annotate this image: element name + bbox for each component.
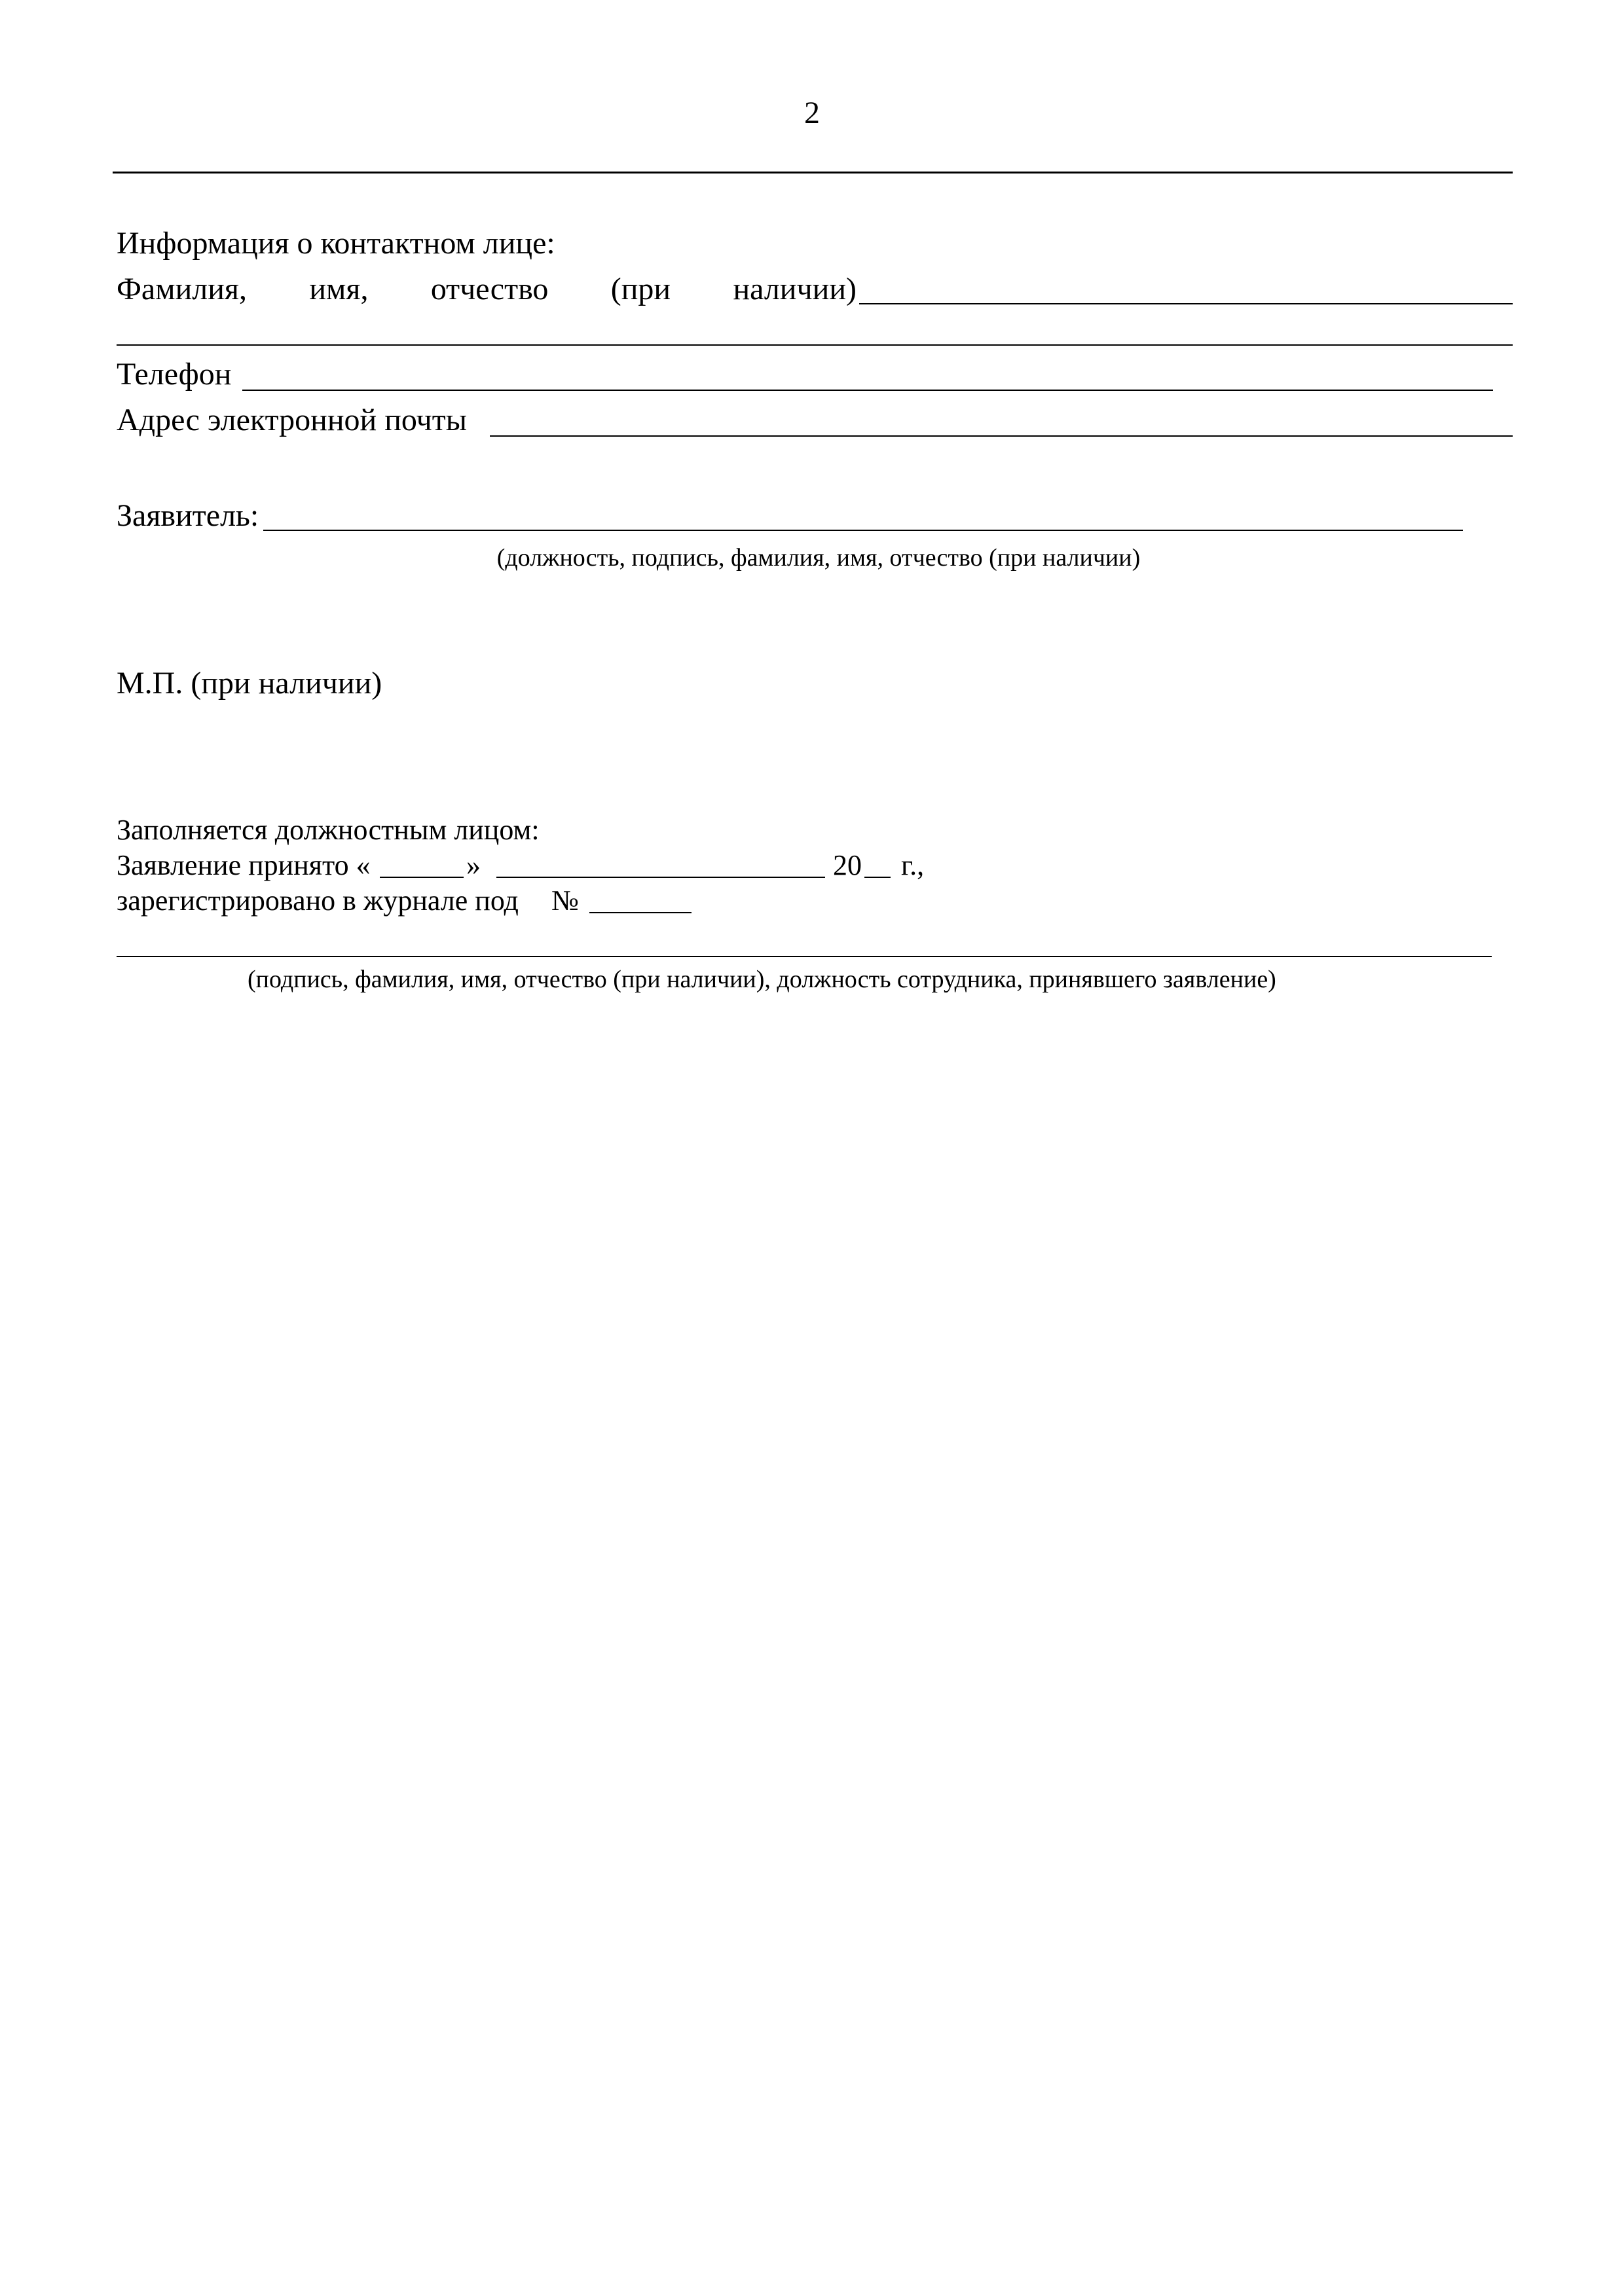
fio-word-patronymic: отчество bbox=[430, 272, 549, 306]
official-signature-line[interactable] bbox=[117, 956, 1492, 957]
fio-label bbox=[117, 271, 857, 308]
fio-word-lastname: Фамилия, bbox=[117, 272, 248, 306]
applicant-caption: (должность, подпись, фамилия, имя, отчество (при наличии) bbox=[496, 544, 1141, 572]
official-heading: Заполняется должностным лицом: bbox=[117, 814, 540, 846]
phone-label: Телефон bbox=[117, 357, 232, 392]
stamp-label: М.П. (при наличии) bbox=[117, 666, 382, 701]
registration-number-line[interactable] bbox=[589, 912, 692, 913]
email-label: Адрес электронной почты bbox=[117, 403, 468, 437]
number-sign: № bbox=[551, 884, 579, 917]
applicant-signature-line[interactable] bbox=[263, 530, 1463, 531]
fio-input-line[interactable] bbox=[859, 303, 1513, 304]
official-caption: (подпись, фамилия, имя, отчество (при наличии), должность сотрудника, принявшего заявление) bbox=[248, 966, 1276, 993]
phone-input-line[interactable] bbox=[242, 390, 1493, 391]
fio-input-line-2[interactable] bbox=[117, 344, 1513, 346]
header-divider bbox=[113, 172, 1513, 173]
accepted-month-line[interactable] bbox=[496, 877, 825, 878]
year-line[interactable] bbox=[864, 877, 891, 878]
accepted-prefix: Заявление принято « bbox=[117, 849, 371, 881]
accepted-label bbox=[117, 848, 371, 883]
year-suffix: г., bbox=[901, 849, 925, 881]
registered-label: зарегистрировано в журнале под bbox=[117, 884, 519, 917]
page-number: 2 bbox=[804, 96, 820, 130]
contact-heading: Информация о контактном лице: bbox=[117, 226, 555, 261]
applicant-label: Заявитель: bbox=[117, 498, 259, 533]
email-input-line[interactable] bbox=[490, 435, 1513, 437]
year-prefix: 20 bbox=[833, 849, 862, 881]
fio-word-firstname: имя, bbox=[309, 272, 369, 306]
accepted-quote-close: » bbox=[466, 849, 481, 881]
accepted-day-line[interactable] bbox=[380, 877, 464, 878]
fio-word-available: наличии) bbox=[733, 272, 857, 306]
fio-word-if: (при bbox=[610, 272, 671, 306]
